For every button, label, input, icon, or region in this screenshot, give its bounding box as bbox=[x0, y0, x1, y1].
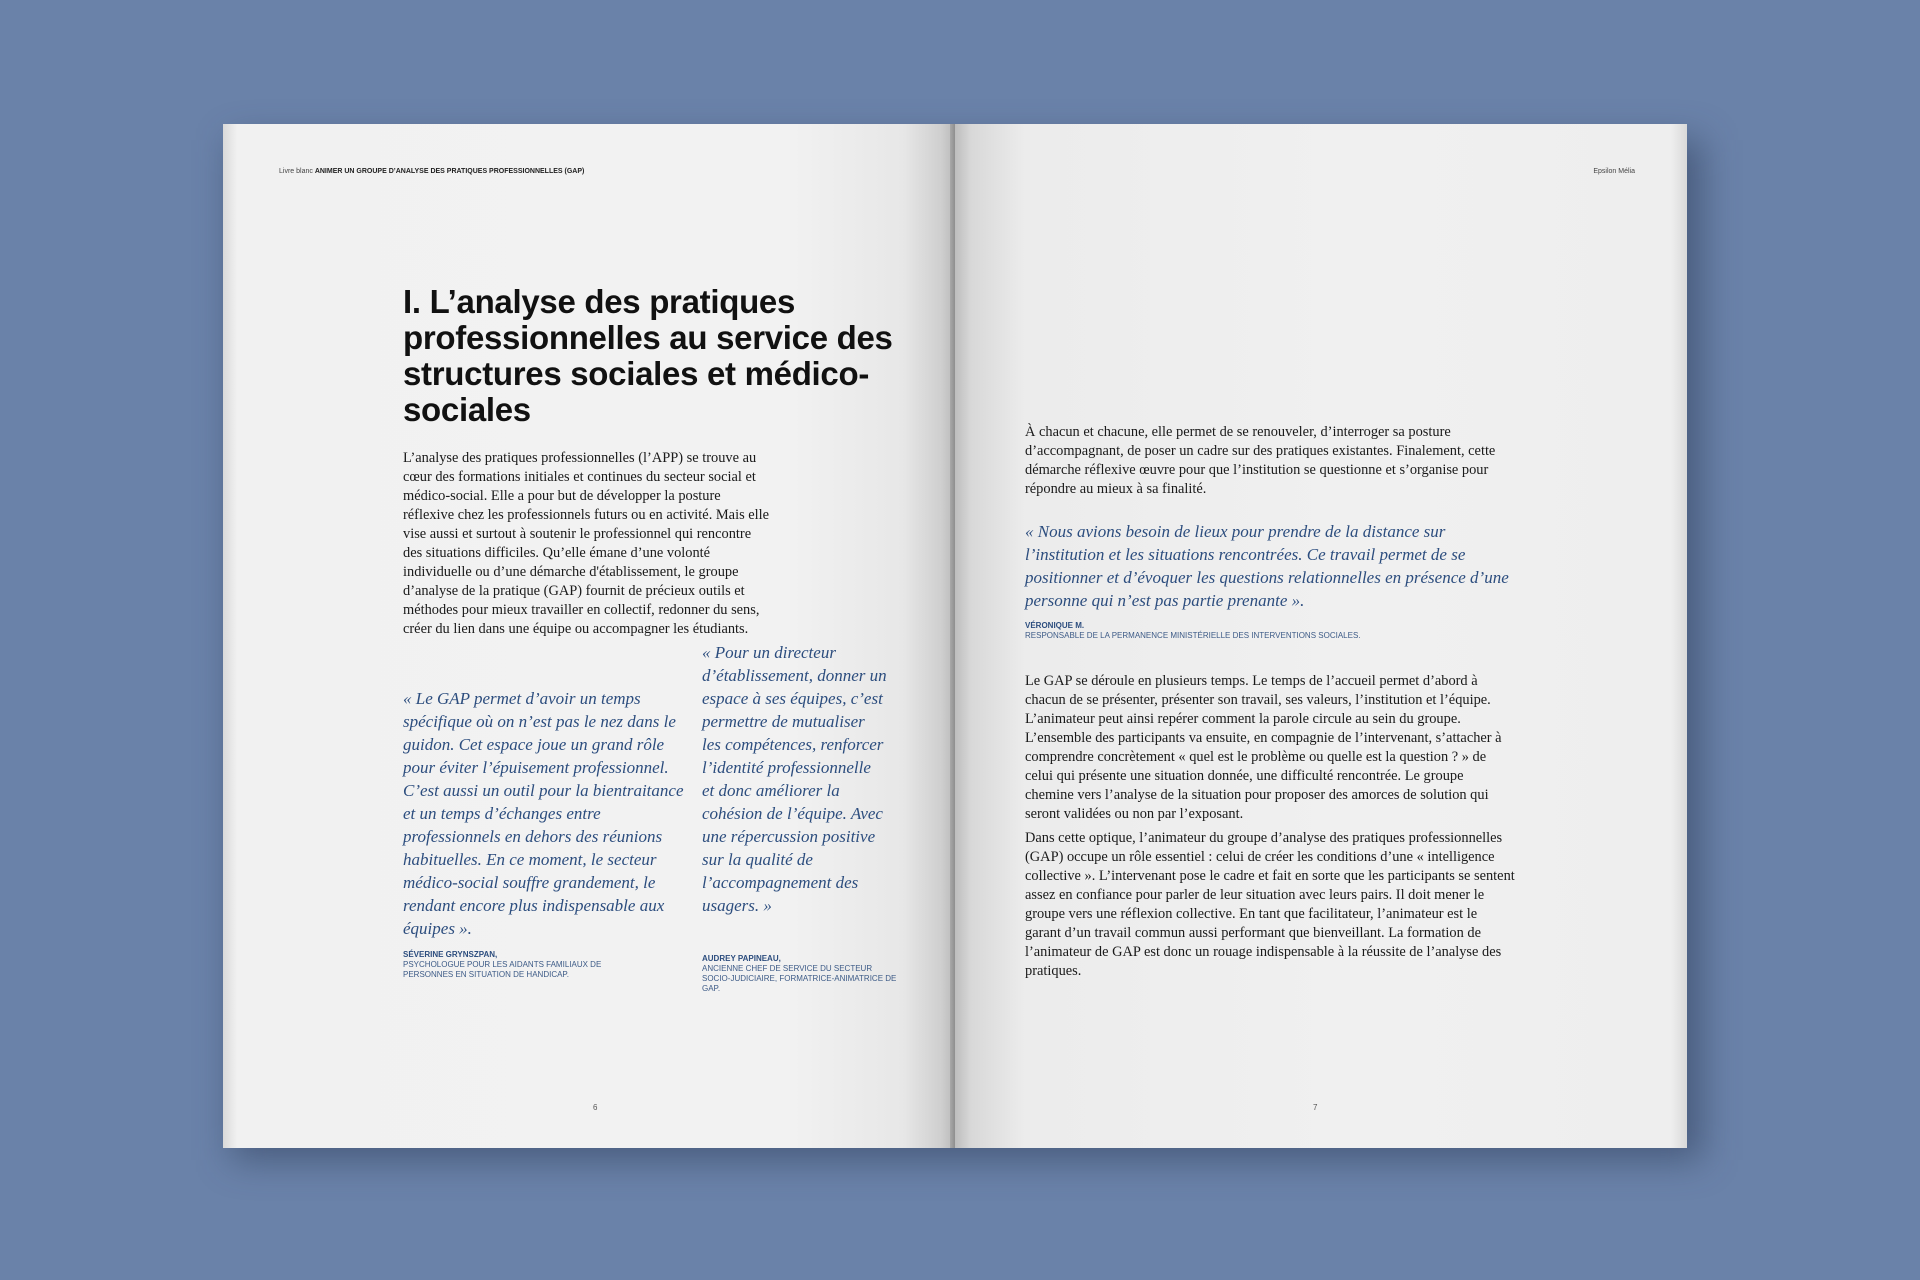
page-number: 7 bbox=[1313, 1103, 1318, 1112]
left-page bbox=[223, 124, 955, 1148]
chapter-title: I. L’analyse des pratiques professionnelles au service des structures sociales et médico-sociales bbox=[403, 283, 893, 428]
author-name: SÉVERINE GRYNSZPAN, bbox=[403, 950, 498, 959]
attribution-veronique bbox=[1025, 621, 1445, 641]
attribution-papineau bbox=[702, 954, 902, 994]
paragraph-renouveler: À chacun et chacune, elle permet de se renouveler, d’interroger sa posture d’accompagnant, de poser un cadre sur des pratiques existantes. Finalement, cette démarche réflexive œuvre pour que l’institution se questionne et s’organise pour répondre au mieux à sa finalité. bbox=[1025, 424, 1496, 497]
author-name: VÉRONIQUE M. bbox=[1025, 621, 1085, 630]
right-page bbox=[955, 124, 1687, 1148]
running-head-prefix: Livre blanc bbox=[279, 168, 313, 175]
author-role: ANCIENNE CHEF DE SERVICE DU SECTEUR SOCIO-JUDICIAIRE, FORMATRICE-ANIMATRICE DE GAP. bbox=[702, 964, 897, 993]
paragraph-animateur: Dans cette optique, l’animateur du groupe d’analyse des pratiques professionnelles (GAP) occupe un rôle essentiel : celui de créer les conditions d’une « intelligence collective ». L’intervenant pose le cadre et fait en sorte que les participants se sentent assez en confiance pour parler de leur situation avec leurs pairs. Il doit mener le groupe vers une réflexion collective. En tant que facilitateur, l’animateur est le garant d’un travail commun aussi performant que bienveillant. La formation de l’animateur de GAP est donc un rouage indispensable à la réussite de l’analyse des pratiques. bbox=[1025, 830, 1515, 979]
intro-paragraph: L’analyse des pratiques professionnelles (l’APP) se trouve au cœur des formations initiales et continues du secteur social et médico-social. Elle a pour but de développer la posture réflexive chez les professionnels futurs ou en activité. Mais elle vise aussi et surtout à soutenir le professionnel qui rencontre des situations difficiles. Qu’elle émane d’une volonté individuelle ou d’une démarche d'établissement, le groupe d’analyse de la pratique (GAP) fournit de précieux outils et méthodes pour mieux travailler en collectif, redonner du sens, créer du lien dans une équipe ou accompagner les étudiants. bbox=[403, 450, 770, 637]
running-head-title: ANIMER UN GROUPE D’ANALYSE DES PRATIQUES PROFESSIONNELLES (GAP) bbox=[314, 168, 585, 175]
attribution-grynszpan bbox=[403, 950, 603, 980]
paragraph-deroulement: Le GAP se déroule en plusieurs temps. Le temps de l’accueil permet d’abord à chacun de se présenter, présenter son travail, ses valeurs, l’institution et l’équipe. L’animateur peut ainsi repérer comment la parole circule au sein du groupe. L’ensemble des participants va ensuite, en compagnie de l’intervenant, s’attacher à comprendre concrètement « quel est le problème ou quelle est la question ? » de celui qui présente une situation donnée, une difficulté rencontrée. Le groupe chemine vers l’analyse de la situation pour proposer des amorces de solution qui seront validées ou non par l’exposant. bbox=[1025, 673, 1502, 822]
author-role: RESPONSABLE DE LA PERMANENCE MINISTÉRIELLE DES INTERVENTIONS SOCIALES. bbox=[1025, 631, 1361, 640]
author-role: PSYCHOLOGUE POUR LES AIDANTS FAMILIAUX DE PERSONNES EN SITUATION DE HANDICAP. bbox=[403, 960, 602, 979]
quote-veronique: « Nous avions besoin de lieux pour prendre de la distance sur l’institution et les situations rencontrées. Ce travail permet de se positionner et d’évoquer les questions relationnelles en présence d’une personne qui n’est pas partie prenante ». bbox=[1025, 522, 1509, 610]
running-head-left bbox=[279, 168, 584, 175]
quote-papineau: « Pour un directeur d’établissement, donner un espace à ses équipes, c’est permettre de mutualiser les compétences, renforcer l’identité professionnelle et donc améliorer la cohésion de l’équipe. Avec une répercussion positive sur la qualité de l’accompagnement des usagers. » bbox=[702, 643, 887, 915]
running-head-right: Epsilon Mélia bbox=[1593, 168, 1635, 175]
quote-grynszpan: « Le GAP permet d’avoir un temps spécifique où on n’est pas le nez dans le guidon. Cet espace joue un grand rôle pour éviter l’épuisement professionnel. C’est aussi un outil pour la bientraitance et un temps d’échanges entre professionnels en dehors des réunions habituelles. En ce moment, le secteur médico-social souffre grandement, le rendant encore plus indispensable aux équipes ». bbox=[403, 689, 684, 938]
author-name: AUDREY PAPINEAU, bbox=[702, 954, 781, 963]
page-number: 6 bbox=[593, 1103, 598, 1112]
